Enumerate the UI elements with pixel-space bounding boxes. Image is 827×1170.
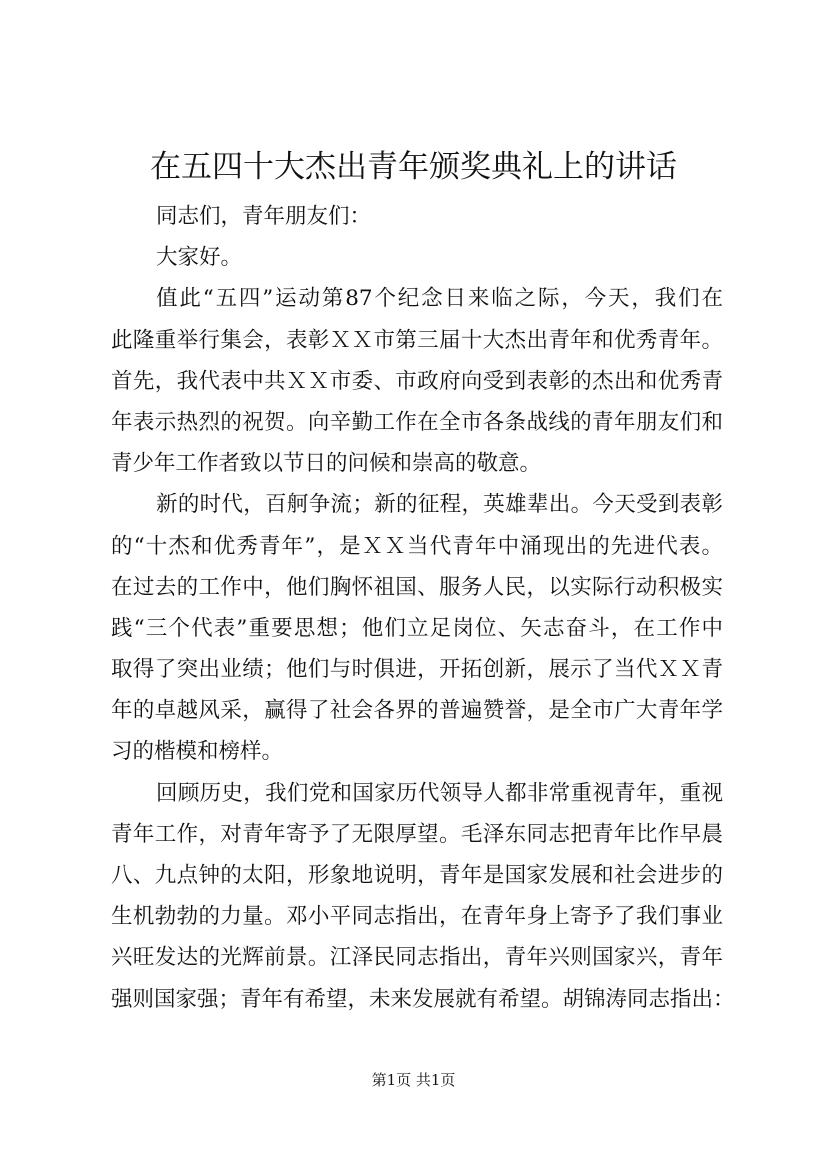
text-line: 此隆重举行集会，表彰ＸＸ市第三届十大杰出青年和优秀青年。 <box>111 327 723 353</box>
text-line: 同志们，青年朋友们： <box>156 204 372 229</box>
text-line: 的“十杰和优秀青年”，是ＸＸ当代青年中涌现出的先进代表。 <box>111 533 723 559</box>
text-line: 首先，我代表中共ＸＸ市委、市政府向受到表彰的杰出和优秀青 <box>111 368 723 394</box>
text-line: 践“三个代表”重要思想；他们立足岗位、矢志奋斗，在工作中 <box>111 615 723 641</box>
page-footer: 第1页 共1页 <box>371 1071 456 1089</box>
text-line: 回顾历史，我们党和国家历代领导人都非常重视青年，重视 <box>156 780 723 806</box>
document-title: 在五四十大杰出青年颁奖典礼上的讲话 <box>150 149 677 185</box>
text-line: 青少年工作者致以节日的问候和崇高的敬意。 <box>111 451 542 477</box>
text-line: 新的时代，百舸争流；新的征程，英雄辈出。今天受到表彰 <box>156 492 723 518</box>
text-line: 生机勃勃的力量。邓小平同志指出，在青年身上寄予了我们事业 <box>111 904 723 930</box>
document-body <box>111 196 735 1020</box>
text-line: 青年工作，对青年寄予了无限厚望。毛泽东同志把青年比作早晨 <box>111 821 723 847</box>
text-line: 年的卓越风采，赢得了社会各界的普遍赞誉，是全市广大青年学 <box>111 698 723 724</box>
text-line: 值此“五四”运动第87个纪念日来临之际，今天，我们在 <box>156 286 723 312</box>
text-line: 强则国家强；青年有希望，未来发展就有希望。胡锦涛同志指出： <box>111 986 735 1012</box>
text-line: 取得了突出业绩；他们与时俱进，开拓创新，展示了当代ＸＸ青 <box>111 657 723 683</box>
text-line: 在过去的工作中，他们胸怀祖国、服务人民，以实际行动积极实 <box>111 574 723 600</box>
text-line: 年表示热烈的祝贺。向辛勤工作在全市各条战线的青年朋友们和 <box>111 409 723 435</box>
text-line: 兴旺发达的光辉前景。江泽民同志指出，青年兴则国家兴，青年 <box>111 945 723 971</box>
text-line: 大家好。 <box>156 245 243 271</box>
text-line: 习的楷模和榜样。 <box>111 739 284 765</box>
text-line: 八、九点钟的太阳，形象地说明，青年是国家发展和社会进步的 <box>111 863 723 888</box>
